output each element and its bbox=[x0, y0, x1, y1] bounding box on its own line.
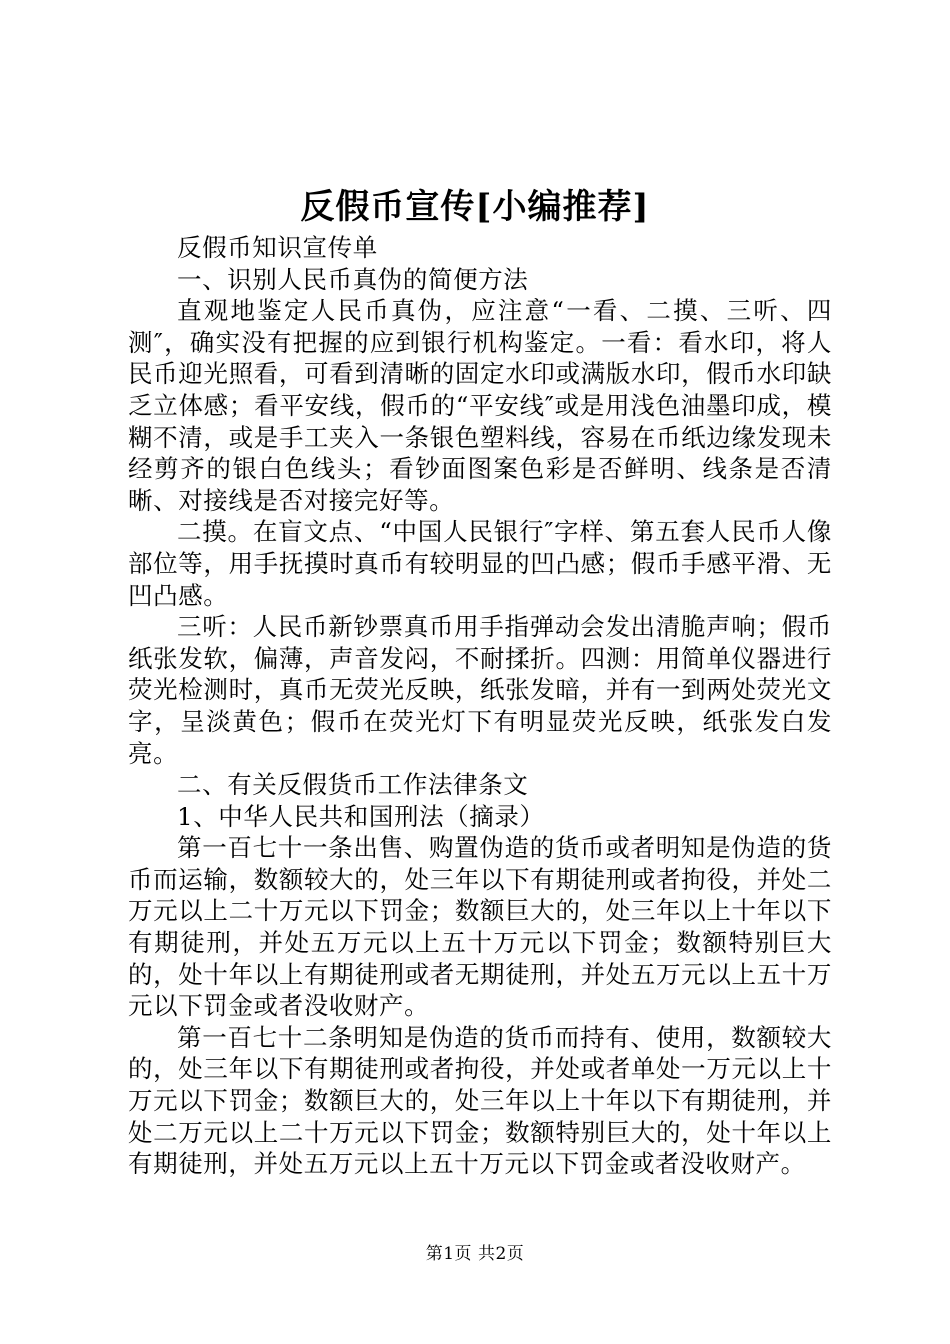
section-heading-identification: 一、识别人民币真伪的简便方法 bbox=[177, 264, 529, 294]
paragraph-flyer-heading: 反假币知识宣传单 bbox=[177, 233, 378, 262]
paragraph-touch-check: 二摸。在盲文点、“中国人民银行″字样、第五套人民币人像部位等，用手抚摸时真币有较明显的凹凸感；假币手感平滑、无凹凸感。 bbox=[128, 517, 832, 610]
paragraph-listen-measure-check: 三听：人民币新钞票真币用手指弹动会发出清脆声响；假币纸张发软，偏薄，声音发闷，不耐揉折。四测：用简单仪器进行荧光检测时，真币无荧光反映，纸张发暗，并有一到两处荧光文字，呈淡黄色；假币在荧光灯下有明显荧光反映，纸张发白发亮。 bbox=[128, 612, 832, 768]
section-heading-legal: 二、有关反假货币工作法律条文 bbox=[177, 770, 529, 800]
paragraph-article-172: 第一百七十二条明知是伪造的货币而持有、使用，数额较大的，处三年以下有期徒刑或者拘役，并处或者单处一万元以上十万元以下罚金；数额巨大的，处三年以上十年以下有期徒刑，并处二万元以上二十万元以下罚金；数额特别巨大的，处十年以上有期徒刑，并处五万元以上五十万元以下罚金或者没收财产。 bbox=[128, 1022, 832, 1179]
paragraph-article-171: 第一百七十一条出售、购置伪造的货币或者明知是伪造的货币而运输，数额较大的，处三年以下有期徒刑或者拘役，并处二万元以上二十万元以下罚金；数额巨大的，处三年以上十年以下有期徒刑，并处五万元以上五十万元以下罚金；数额特别巨大的，处十年以上有期徒刑或者无期徒刑，并处五万元以上五十万元以下罚金或者没收财产。 bbox=[128, 833, 832, 1021]
document-body bbox=[128, 232, 832, 1180]
paragraph-visual-check: 直观地鉴定人民币真伪，应注意“一看、二摸、三听、四测″，确实没有把握的应到银行机构鉴定。一看：看水印，将人民币迎光照看，可看到清晰的固定水印或满版水印，假币水印缺乏立体感；看平安线，假币的“平安线″或是用浅色油墨印成，模糊不清，或是手工夹入一条银色塑料线，容易在币纸边缘发现未经剪齐的银白色线头；看钞面图案色彩是否鲜明、线条是否清晰、对接线是否对接完好等。 bbox=[128, 296, 832, 515]
subheading-criminal-law: 1、中华人民共和国刑法（摘录） bbox=[177, 801, 545, 831]
document-title: 反假币宣传[小编推荐] bbox=[300, 187, 650, 227]
page-number-footer: 第1页 共2页 bbox=[425, 1244, 525, 1264]
